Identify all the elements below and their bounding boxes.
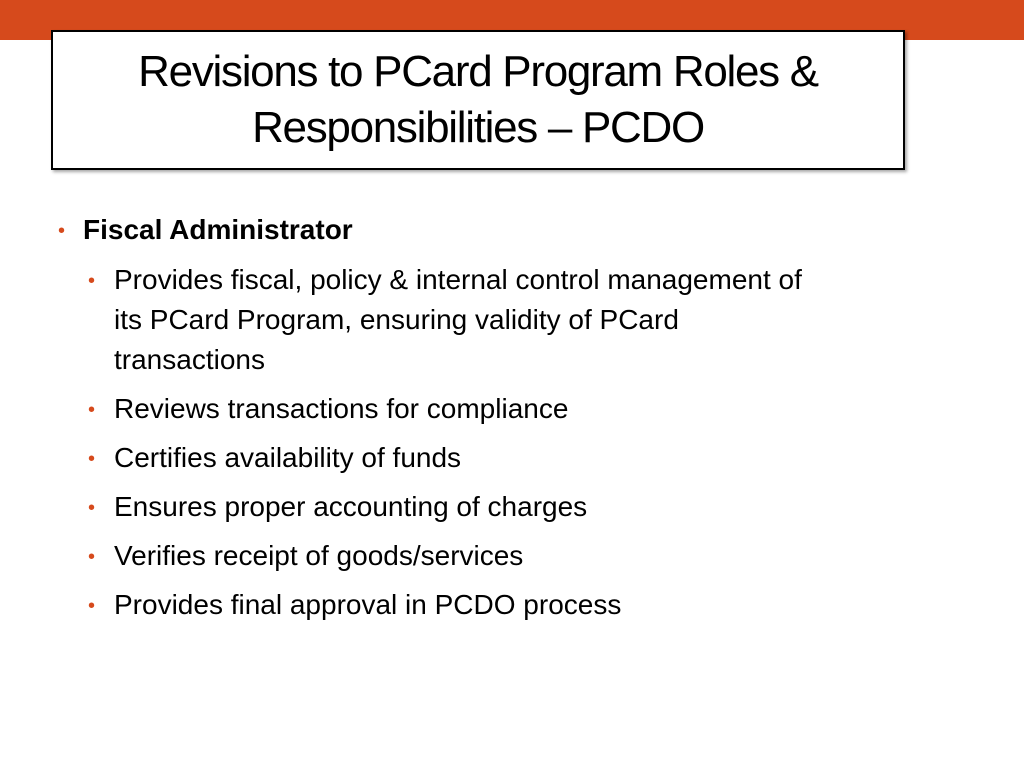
bullet-icon: • — [58, 220, 66, 242]
title-box — [51, 30, 905, 170]
list-item — [88, 438, 824, 478]
heading-bullet — [58, 210, 958, 250]
list-item — [88, 260, 824, 380]
list-item-text: Provides final approval in PCDO process — [114, 589, 622, 620]
list-item-text: Reviews transactions for compliance — [114, 393, 569, 424]
bullet-icon: • — [88, 270, 96, 292]
list-item-text: Ensures proper accounting of charges — [114, 491, 588, 522]
list-item — [88, 585, 824, 625]
heading-bullet-text: Fiscal Administrator — [83, 214, 353, 245]
bullet-icon: • — [88, 595, 96, 617]
bullet-icon: • — [88, 546, 96, 568]
list-item-text: Certifies availability of funds — [114, 442, 462, 473]
sub-bullet-list — [58, 260, 958, 625]
list-item — [88, 389, 824, 429]
slide-content — [58, 210, 958, 634]
bullet-icon: • — [88, 399, 96, 421]
slide-title: Revisions to PCard Program Roles & Responsibilities – PCDO — [138, 47, 818, 152]
bullet-icon: • — [88, 448, 96, 470]
bullet-icon: • — [88, 497, 96, 519]
list-item — [88, 487, 824, 527]
list-item-text: Verifies receipt of goods/services — [114, 540, 524, 571]
list-item-text: Provides fiscal, policy & internal control management of its PCard Program, ensuring validity of PCard transactions — [114, 264, 802, 375]
list-item — [88, 536, 824, 576]
